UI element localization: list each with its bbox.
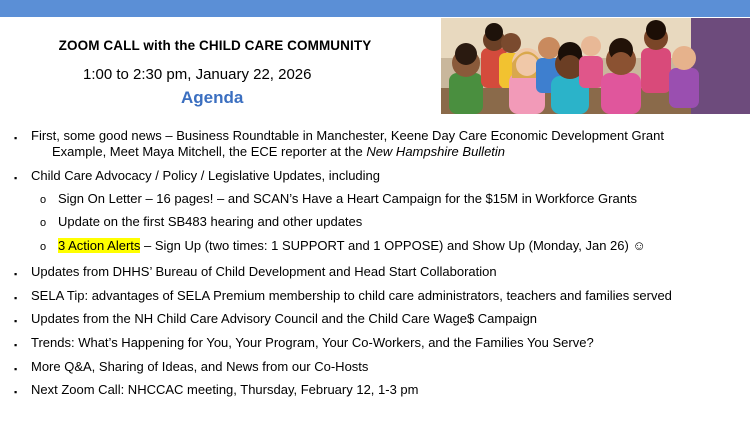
circle-bullet-icon: o (40, 194, 47, 206)
item-text-continued: Example, Meet Maya Mitchell, the ECE reporter at the New Hampshire Bulletin (52, 144, 506, 159)
square-bullet-icon: ▪ (14, 269, 18, 279)
meeting-time: 1:00 to 2:30 pm, January 22, 2026 (83, 66, 312, 83)
item-text: Sign On Letter – 16 pages! – and SCAN’s Have a Heart Campaign for the $15M in Workforce Grants (58, 191, 638, 206)
square-bullet-icon: ▪ (14, 133, 18, 143)
top-bar (0, 0, 750, 17)
item-text: Child Care Advocacy / Policy / Legislative Updates, including (31, 168, 381, 183)
circle-bullet-icon: o (40, 241, 47, 253)
agenda-heading: Agenda (181, 88, 244, 107)
item-text: More Q&A, Sharing of Ideas, and News from our Co-Hosts (31, 359, 369, 374)
slide-title: ZOOM CALL with the CHILD CARE COMMUNITY (58, 38, 372, 53)
square-bullet-icon: ▪ (14, 340, 18, 350)
action-alerts-highlight: 3 Action Alerts (58, 238, 141, 253)
children-photo (441, 18, 750, 114)
publication-name: New Hampshire Bulletin (366, 144, 506, 159)
square-bullet-icon: ▪ (14, 316, 18, 326)
item-text: 3 Action Alerts – Sign Up (two times: 1 SUPPORT and 1 OPPOSE) and Show Up (Monday, Jan 26) ☺ (58, 238, 646, 253)
item-text: First, some good news – Business Roundtable in Manchester, Keene Day Care Economic Development Grant (31, 128, 664, 143)
square-bullet-icon: ▪ (14, 364, 18, 374)
item-text: Trends: What’s Happening for You, Your Program, Your Co-Workers, and the Families You Serve? (31, 335, 594, 350)
item-text: Next Zoom Call: NHCCAC meeting, Thursday, February 12, 1-3 pm (31, 382, 419, 397)
item-text: Updates from the NH Child Care Advisory Council and the Child Care Wage$ Campaign (31, 311, 538, 326)
square-bullet-icon: ▪ (14, 173, 18, 183)
item-text: SELA Tip: advantages of SELA Premium membership to child care administrators, teachers and families served (31, 288, 672, 303)
square-bullet-icon: ▪ (14, 293, 18, 303)
item-text: Update on the first SB483 hearing and other updates (58, 214, 363, 229)
item-text: Updates from DHHS’ Bureau of Child Development and Head Start Collaboration (31, 264, 497, 279)
circle-bullet-icon: o (40, 217, 47, 229)
square-bullet-icon: ▪ (14, 387, 18, 397)
